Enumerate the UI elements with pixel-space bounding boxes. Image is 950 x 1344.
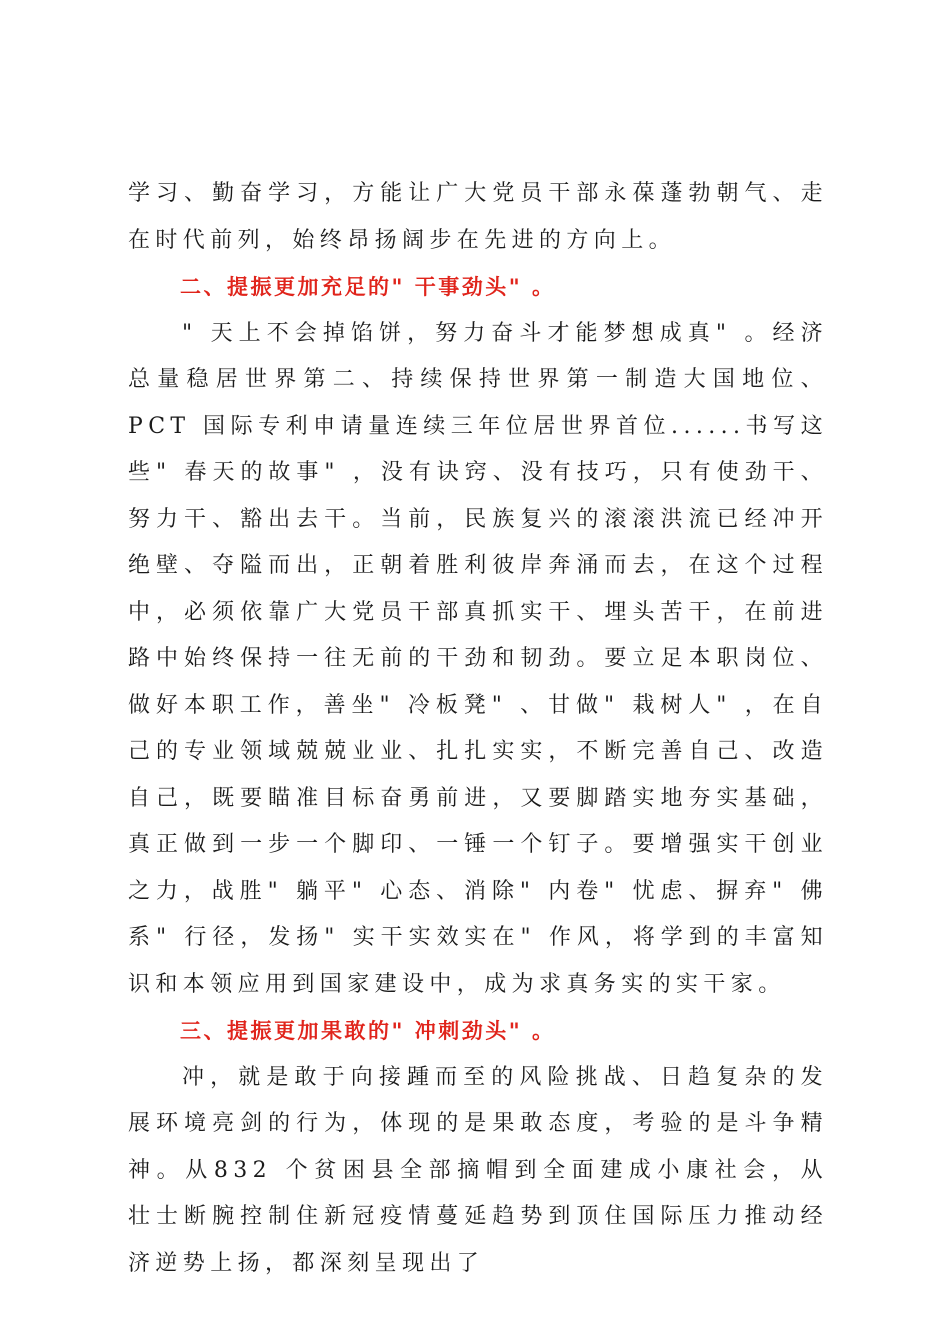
section-heading-2: 二、提振更加充足的" 干事劲头" 。 xyxy=(180,275,556,299)
paragraph-hard-work: " 天上不会掉馅饼，努力奋斗才能梦想成真" 。经济总量稳居世界第二、持续保持世界第一制造大国地位、PCT 国际专利申请量连续三年位居世界首位......书写这些" 春天的故事" ，没有诀窍、没有技巧，只有使劲干、努力干、豁出去干。当前，民族复兴的滚滚洪流已经冲开绝壁、夺隘而出，正朝着胜利彼岸奔涌而去，在这个过程中，必须依靠广大党员干部真抓实干、埋头苦干，在前进路中始终保持一往无前的干劲和韧劲。要立足本职岗位、做好本职工作，善坐" 冷板凳" 、甘做" 栽树人" ，在自己的专业领域兢兢业业、扎扎实实，不断完善自己、改造自己，既要瞄准目标奋勇前进，又要脚踏实地夯实基础，真正做到一步一个脚印、一锤一个钉子。要增强实干创业之力，战胜" 躺平" 心态、消除" 内卷" 忧虑、摒弃" 佛系" 行径，发扬" 实干实效实在" 作风，将学到的丰富知识和本领应用到国家建设中，成为求真务实的实干家。 xyxy=(128,320,828,997)
paragraph-courage: 冲，就是敢于向接踵而至的风险挑战、日趋复杂的发展环境亮剑的行为，体现的是果敢态度，考验的是斗争精神。从832 个贫困县全部摘帽到全面建成小康社会，从壮士断腕控制住新冠疫情蔓延趋势到顶住国际压力推动经济逆势上扬，都深刻呈现出了 xyxy=(128,1064,828,1276)
section-heading-3: 三、提振更加果敢的" 冲刺劲头" 。 xyxy=(180,1019,556,1043)
document-body xyxy=(128,171,828,1287)
paragraph-study-continuation: 学习、勤奋学习，方能让广大党员干部永葆蓬勃朝气、走在时代前列，始终昂扬阔步在先进的方向上。 xyxy=(128,181,828,253)
